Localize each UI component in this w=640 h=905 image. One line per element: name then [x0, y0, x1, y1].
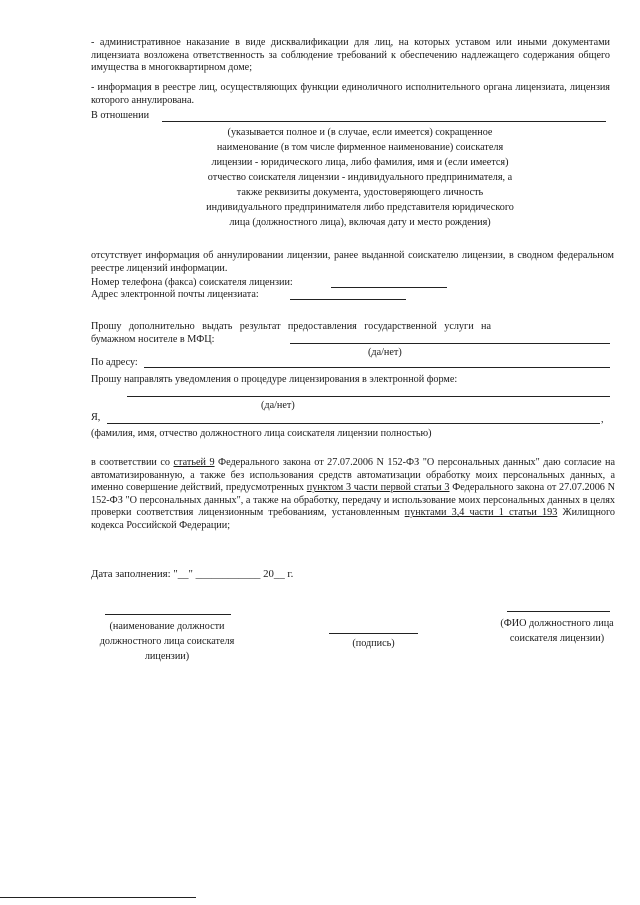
signature-caption: (подпись) [352, 638, 395, 649]
link-point-3-article-3[interactable]: пунктом 3 части первой статьи 3 [306, 482, 450, 494]
link-article-9[interactable]: статьей 9 [173, 457, 215, 468]
official-name-caption: (фамилия, имя, отчество должностного лица соискателя лицензии полностью) [91, 428, 432, 439]
i-label: Я, [91, 412, 101, 423]
fill-date: Дата заполнения: "__" ____________ 20__ г. [91, 568, 294, 580]
applicant-name-field[interactable] [162, 121, 606, 122]
official-name-field[interactable] [107, 423, 600, 424]
phone-field[interactable] [331, 287, 447, 288]
fio-caption: (ФИО должностного лица соискателя лицензии) [500, 618, 614, 644]
link-points-3-4-article-193[interactable]: пунктами 3,4 части 1 статьи 193 [404, 507, 558, 519]
position-caption: (наименование должности должностного лица соискателя лицензии) [99, 621, 235, 662]
footnote-rule [0, 897, 196, 898]
paper-request: Прошу дополнительно выдать результат предоставления государственной услуги на бумажном носителе в МФЦ: [91, 321, 491, 345]
address-label: По адресу: [91, 357, 138, 368]
yes-no-caption-2: (да/нет) [261, 400, 295, 411]
consent-paragraph: в соответствии со статьей 9 Федерального закона от 27.07.2006 N 152-ФЗ "О персональных данных" даю согласие на автоматизированную, а также без использования средств автоматизации обработку моих персональных данных, а именно совершение действий, предусмотренных пунктом 3 части первой статьи 3 Федерального закона от 27.07.2006 N 152-ФЗ "О персональных данных", а также на обработку, передачу и использование моих персональных данных в целях проверки соответствия лицензионным требованиям, установленным пунктами 3,4 части 1 статьи 193 Жилищного кодекса Российской Федерации; [91, 457, 616, 531]
paper-answer-field[interactable] [290, 343, 610, 344]
no-info-statement: отсутствует информация об аннулировании лицензии, ранее выданной соискателю лицензии, в сводном федеральном реестре лицензий информации. [91, 250, 614, 274]
email-label: Адрес электронной почты лицензиата: [91, 289, 259, 300]
comma: , [601, 414, 604, 425]
bullet-disqualification: - административное наказание в виде дисквалификации для лиц, на которых уставом или иными документами лицензиата возложена ответственность за соблюдение требований к обеспечению надлежащего содержания общего имущества в многоквартирном доме; [91, 37, 610, 74]
address-field[interactable] [144, 367, 610, 368]
applicant-caption: (указывается полное и (в случае, если имеется) сокращенное наименование (в том числе фирменное наименование) соискателя лицензии - юридического лица, либо фамилия, имя и (если имеется) отчество соискателя лицензии - индивидуального предпринимателя, а также реквизиты документа, удостоверяющего личность индивидуального предпринимателя либо представителя юридического лица (должностного лица), включая дату и место рождения) [206, 127, 514, 228]
position-signature-line[interactable] [105, 614, 231, 615]
yes-no-caption-1: (да/нет) [368, 347, 402, 358]
bullet-registry: - информация в реестре лиц, осуществляющих функции единоличного исполнительного органа лицензиата, лицензия которого аннулирована. [91, 82, 610, 106]
notify-request: Прошу направлять уведомления о процедуре лицензирования в электронной форме: [91, 374, 458, 385]
fio-signature-line[interactable] [507, 611, 610, 612]
regarding-label: В отношении [91, 110, 150, 121]
email-field[interactable] [290, 299, 406, 300]
signature-line[interactable] [329, 633, 418, 634]
notify-answer-field[interactable] [127, 396, 610, 397]
phone-label: Номер телефона (факса) соискателя лицензии: [91, 277, 293, 288]
